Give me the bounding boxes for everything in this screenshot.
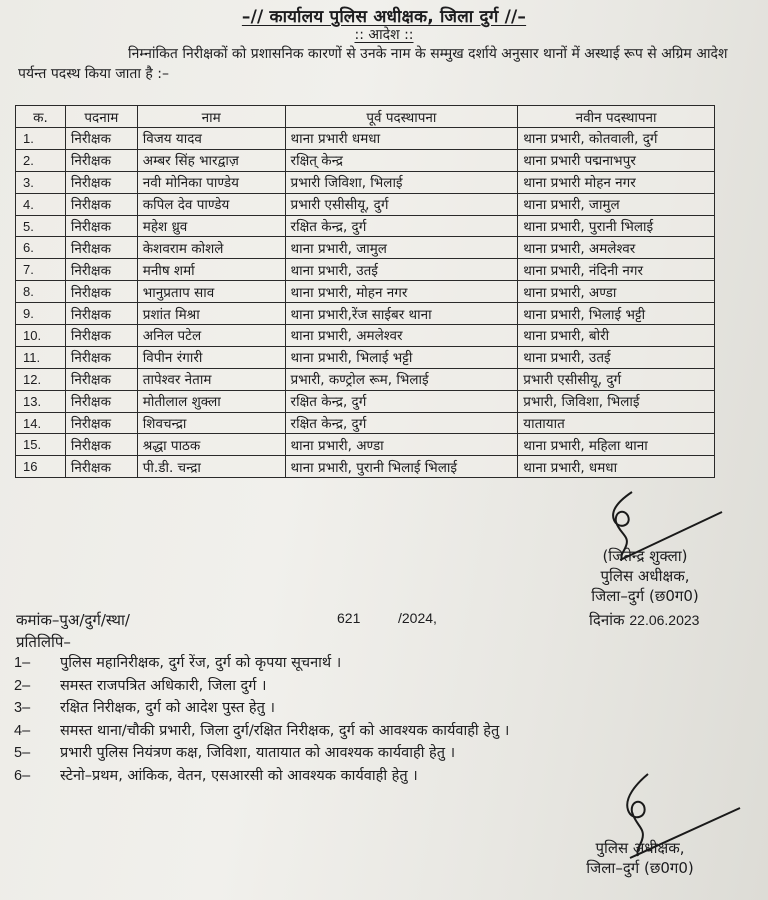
row-name: श्रद्धा पाठक [137, 434, 285, 456]
row-serial: 9. [16, 303, 66, 325]
table-row [16, 434, 715, 456]
row-name: अनिल पटेल [137, 325, 285, 347]
copy-to-number: 5– [14, 745, 31, 761]
signatory-designation-2: पुलिस अधीक्षक, [595, 839, 685, 857]
row-serial: 7. [16, 259, 66, 281]
row-previous-posting: थाना प्रभारी, मोहन नगर [285, 281, 518, 303]
row-previous-posting: थाना प्रभारी, अण्डा [285, 434, 518, 456]
row-previous-posting: थाना प्रभारी,रेंज साईबर थाना [285, 303, 518, 325]
signatory-name: (जितेन्द्र शुक्ला) [602, 547, 688, 565]
row-serial: 3. [16, 171, 66, 193]
table-row [16, 303, 715, 325]
row-name: कपिल देव पाण्डेय [137, 193, 285, 215]
row-serial: 4. [16, 193, 66, 215]
table-row [16, 390, 715, 412]
row-previous-posting: थाना प्रभारी, भिलाई भट्टी [285, 346, 518, 368]
signatory-district-2: जिला–दुर्ग (छ0ग0) [586, 859, 694, 877]
row-previous-posting: थाना प्रभारी, उतई [285, 259, 518, 281]
row-name: महेश ध्रुव [137, 215, 285, 237]
row-previous-posting: प्रभारी जिविशा, भिलाई [285, 171, 518, 193]
row-new-posting: थाना प्रभारी, अण्डा [518, 281, 715, 303]
row-new-posting: थाना प्रभारी, महिला थाना [518, 434, 715, 456]
row-name: विपीन रंगारी [137, 346, 285, 368]
row-rank: निरीक्षक [65, 434, 137, 456]
table-row [16, 368, 715, 390]
row-name: केशवराम कोशले [137, 237, 285, 259]
row-rank: निरीक्षक [65, 325, 137, 347]
row-previous-posting: थाना प्रभारी, पुरानी भिलाई भिलाई [285, 456, 518, 478]
copy-to-list [0, 652, 768, 787]
row-rank: निरीक्षक [65, 346, 137, 368]
date-label: दिनांक [589, 611, 625, 629]
table-row [16, 171, 715, 193]
row-new-posting: थाना प्रभारी, कोतवाली, दुर्ग [518, 128, 715, 150]
table-row [16, 412, 715, 434]
row-new-posting: थाना प्रभारी, नंदिनी नगर [518, 259, 715, 281]
table-row [16, 325, 715, 347]
row-new-posting: थाना प्रभारी, उतई [518, 346, 715, 368]
row-previous-posting: प्रभारी एसीसीयू, दुर्ग [285, 193, 518, 215]
copy-to-text: समस्त थाना/चौकी प्रभारी, जिला दुर्ग/रक्षित निरीक्षक, दुर्ग को आवश्यक कार्यवाही हेतु । [60, 722, 510, 739]
copy-to-item [0, 652, 768, 675]
row-name: मोतीलाल शुक्ला [137, 390, 285, 412]
row-serial: 5. [16, 215, 66, 237]
table-row [16, 128, 715, 150]
reference-prefix: कमांक–पुअ/दुर्ग/स्था/ [16, 611, 130, 629]
row-previous-posting: रक्षित केन्द्र, दुर्ग [285, 390, 518, 412]
copy-to-number: 4– [14, 722, 31, 739]
table-header-row [16, 106, 715, 128]
row-new-posting: थाना प्रभारी पद्मनाभपुर [518, 149, 715, 171]
table-row [16, 281, 715, 303]
row-rank: निरीक्षक [65, 237, 137, 259]
row-new-posting: थाना प्रभारी, बोरी [518, 325, 715, 347]
row-name: पी.डी. चन्द्रा [137, 456, 285, 478]
row-name: भानुप्रताप साव [137, 281, 285, 303]
order-title: :: आदेश :: [354, 27, 414, 43]
row-serial: 16 [16, 456, 66, 478]
reference-number: 621 [337, 610, 361, 626]
row-rank: निरीक्षक [65, 281, 137, 303]
order-date [589, 610, 699, 630]
copy-to-item [0, 697, 768, 720]
row-previous-posting: रक्षित केन्द्र, दुर्ग [285, 412, 518, 434]
row-name: प्रशांत मिश्रा [137, 303, 285, 325]
table-row [16, 456, 715, 478]
copy-to-text: प्रभारी पुलिस नियंत्रण कक्ष, जिविशा, यातायात को आवश्यक कार्यवाही हेतु । [60, 745, 456, 761]
row-name: विजय यादव [137, 128, 285, 150]
row-serial: 8. [16, 281, 66, 303]
row-previous-posting: रक्षित् केन्द्र [285, 149, 518, 171]
row-new-posting: यातायात [518, 412, 715, 434]
row-rank: निरीक्षक [65, 456, 137, 478]
col-header-previous: पूर्व पदस्थापना [285, 106, 518, 128]
row-rank: निरीक्षक [65, 259, 137, 281]
row-rank: निरीक्षक [65, 390, 137, 412]
row-serial: 14. [16, 412, 66, 434]
copy-to-number: 6– [14, 767, 31, 784]
copy-to-item [0, 675, 768, 698]
date-value: 22.06.2023 [629, 612, 700, 628]
row-new-posting: थाना प्रभारी, धमधा [518, 456, 715, 478]
row-rank: निरीक्षक [65, 412, 137, 434]
copy-to-number: 2– [14, 677, 31, 694]
row-rank: निरीक्षक [65, 193, 137, 215]
row-rank: निरीक्षक [65, 149, 137, 171]
table-row [16, 215, 715, 237]
copy-to-item [0, 720, 768, 743]
copy-to-text: स्टेनो–प्रथम, आंकिक, वेतन, एसआरसी को आवश्यक कार्यवाही हेतु । [60, 767, 418, 784]
office-title: –// कार्यालय पुलिस अधीक्षक, जिला दुर्ग //– [241, 7, 527, 27]
transfer-table [15, 105, 715, 478]
col-header-serial: क. [16, 106, 66, 128]
table-row [16, 149, 715, 171]
row-rank: निरीक्षक [65, 171, 137, 193]
order-intro-text: निम्नांकित निरीक्षकों को प्रशासनिक कारणों से उनके नाम के सम्मुख दर्शाये अनुसार थानों में अस्थाई रूप से अग्रिम आदेश पर्यन्त पदस्थ किया जाता है :– [18, 46, 728, 82]
row-previous-posting: थाना प्रभारी, जामुल [285, 237, 518, 259]
row-rank: निरीक्षक [65, 368, 137, 390]
row-new-posting: प्रभारी, जिविशा, भिलाई [518, 390, 715, 412]
row-serial: 11. [16, 346, 66, 368]
row-previous-posting: रक्षित केन्द्र, दुर्ग [285, 215, 518, 237]
copy-to-heading: प्रतिलिपि– [16, 633, 71, 651]
reference-year: /2024, [398, 610, 437, 626]
signature-block-2 [560, 838, 720, 878]
col-header-new: नवीन पदस्थापना [518, 106, 715, 128]
row-previous-posting: प्रभारी, कण्ट्रोल रूम, भिलाई [285, 368, 518, 390]
copy-to-item [0, 742, 768, 765]
table-row [16, 259, 715, 281]
row-rank: निरीक्षक [65, 128, 137, 150]
signatory-district: जिला–दुर्ग (छ0ग0) [591, 587, 699, 605]
table-row [16, 346, 715, 368]
row-new-posting: प्रभारी एसीसीयू, दुर्ग [518, 368, 715, 390]
row-serial: 6. [16, 237, 66, 259]
copy-to-text: रक्षित निरीक्षक, दुर्ग को आदेश पुस्त हेतु । [60, 700, 275, 716]
row-new-posting: थाना प्रभारी, अमलेश्वर [518, 237, 715, 259]
row-serial: 10. [16, 325, 66, 347]
row-serial: 12. [16, 368, 66, 390]
row-previous-posting: थाना प्रभारी धमधा [285, 128, 518, 150]
col-header-name: नाम [137, 106, 285, 128]
row-new-posting: थाना प्रभारी, पुरानी भिलाई [518, 215, 715, 237]
row-serial: 1. [16, 128, 66, 150]
row-previous-posting: थाना प्रभारी, अमलेश्वर [285, 325, 518, 347]
row-new-posting: थाना प्रभारी, भिलाई भट्टी [518, 303, 715, 325]
row-new-posting: थाना प्रभारी, जामुल [518, 193, 715, 215]
row-name: मनीष शर्मा [137, 259, 285, 281]
row-serial: 2. [16, 149, 66, 171]
row-serial: 15. [16, 434, 66, 456]
row-new-posting: थाना प्रभारी मोहन नगर [518, 171, 715, 193]
col-header-rank: पदनाम [65, 106, 137, 128]
row-name: शिवचन्द्रा [137, 412, 285, 434]
row-name: अम्बर सिंह भारद्वाज़ [137, 149, 285, 171]
row-serial: 13. [16, 390, 66, 412]
copy-to-item [0, 765, 768, 788]
table-row [16, 193, 715, 215]
row-name: नवी मोनिका पाण्डेय [137, 171, 285, 193]
signature-block-1 [570, 546, 720, 606]
copy-to-text: पुलिस महानिरीक्षक, दुर्ग रेंज, दुर्ग को कृपया सूचनार्थ । [60, 655, 342, 671]
table-row [16, 237, 715, 259]
signatory-designation: पुलिस अधीक्षक, [600, 567, 690, 585]
copy-to-number: 1– [14, 655, 31, 671]
row-rank: निरीक्षक [65, 215, 137, 237]
row-name: तापेश्वर नेताम [137, 368, 285, 390]
row-rank: निरीक्षक [65, 303, 137, 325]
copy-to-number: 3– [14, 700, 31, 716]
copy-to-text: समस्त राजपत्रित अधिकारी, जिला दुर्ग । [60, 677, 267, 694]
